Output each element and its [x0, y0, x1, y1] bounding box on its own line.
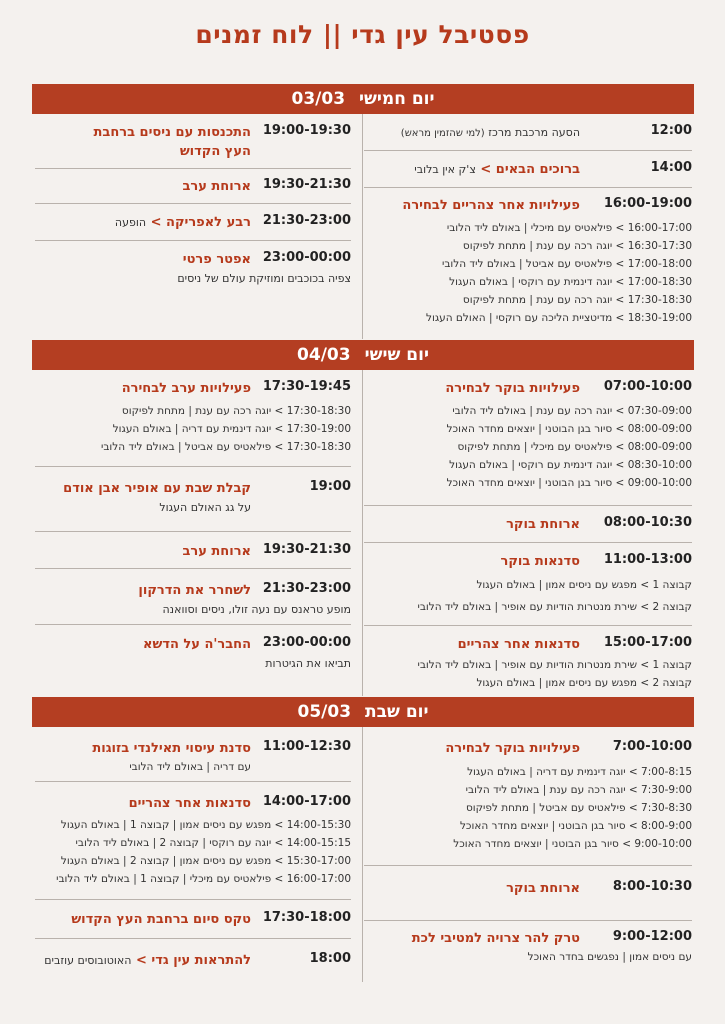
- activity-item: 18:30-19:00 > מדיטציית הליכה עם רוקסי | האולם העגול: [426, 312, 692, 324]
- event-title-plain: [401, 123, 580, 143]
- event-description: על גג האולם העגול: [159, 501, 251, 514]
- event-row: [35, 204, 351, 241]
- activity-list: [35, 398, 351, 456]
- day-date: 03/03: [291, 89, 346, 109]
- event-time: 14:00-17:00: [262, 794, 351, 809]
- event-row: [35, 532, 351, 569]
- activity-list: [364, 215, 692, 327]
- activity-item: 17:30-18:30 > פילאטיס עם אביטל | באולם ליד הלובי: [100, 441, 351, 453]
- page-title: פסטיבל עין גדי || לוח זמנים: [195, 20, 530, 49]
- activity-item: 7:30-9:00 > יוגה רכה עם ענת | באולם ליד הלובי: [465, 784, 692, 796]
- event-title: טקס סיום ברחבת העץ הקדוש: [71, 912, 251, 927]
- friday-left-column: [35, 370, 351, 696]
- event-row: [35, 467, 351, 532]
- thursday-right-column: [364, 114, 692, 339]
- column-divider: [362, 727, 363, 982]
- event-title: ברוכים הבאים >: [480, 162, 580, 177]
- event-row: [364, 921, 692, 981]
- event-title: אפטר פרטי: [182, 252, 251, 267]
- activity-item: 8:00-9:00 > סיור בגן הבוטני | יוצאים מחדר האוכל: [459, 820, 692, 832]
- activity-item: 17:30-18:30 > יוגה רכה עם ענת | מתחת לפיקוס: [121, 405, 351, 417]
- event-title: סדנאות אחר צהריים: [128, 796, 251, 811]
- event-title: סדנאות בוקר: [500, 554, 580, 569]
- event-row: [364, 543, 692, 626]
- activity-list: [364, 758, 692, 853]
- activity-item: 07:30-09:00 > יוגה רכה עם ענת | באולם ליד הלובי: [452, 405, 692, 417]
- column-divider: [362, 114, 363, 339]
- event-title: לשחרר את הדרקון: [138, 583, 251, 598]
- event-row: [35, 241, 351, 301]
- event-row: [35, 114, 351, 169]
- event-time: 12:00: [650, 123, 692, 138]
- event-row: [35, 939, 351, 981]
- activity-item: 9:00-10:00 > סיור בגן הבוטני | יוצאים מחדר האוכל: [453, 838, 692, 850]
- event-title: טרק להר צרויה למטיבי לכת: [411, 931, 580, 946]
- group-item: קבוצה 1 > שירת מנטרות הודיות עם אופיר | באולם ליד הלובי: [417, 659, 692, 671]
- event-time: 08:00-10:30: [603, 515, 692, 530]
- event-title: התכנסות עם ניסים ברחבת העץ הקדוש: [93, 125, 251, 159]
- event-time: 19:00: [309, 479, 351, 494]
- event-time: 19:30-21:30: [262, 177, 351, 192]
- event-time: 19:30-21:30: [262, 542, 351, 557]
- event-description: מופע טראנס עם נעה זולו, ניסים וסוואנה: [162, 603, 351, 616]
- event-note: (למי שהזמין מראש): [400, 128, 485, 139]
- event-time: 21:30-23:00: [262, 213, 351, 228]
- event-time: 17:30-18:00: [262, 910, 351, 925]
- day-name: יום חמישי: [359, 89, 435, 109]
- event-row: [35, 569, 351, 625]
- event-time: 07:00-10:00: [603, 379, 692, 394]
- event-note: צ'ק אין בלובי: [414, 163, 476, 176]
- activity-item: 16:00-17:00 > פילאטיס עם מיכלי | קבוצה 1 | באולם ליד הלובי: [56, 873, 351, 885]
- event-description: עם דריה | באולם ליד הלובי: [129, 761, 251, 773]
- event-time: 11:00-12:30: [262, 739, 351, 754]
- activity-item: 17:00-18:30 > יוגה דינמית עם רוקסי | באולם העגול: [449, 276, 692, 288]
- event-description: עם ניסים אמון | נפגשים בחדר האוכל: [527, 951, 692, 963]
- day-name: יום שבת: [365, 702, 429, 722]
- day-date: 04/03: [297, 345, 351, 365]
- event-row: [364, 114, 692, 151]
- day-date: 05/03: [297, 702, 352, 722]
- event-time: 16:00-19:00: [603, 196, 692, 211]
- event-row: [35, 782, 351, 900]
- activity-item: 15:30-17:00 > מפגש עם ניסים אמון | קבוצה 2 | באולם העגול: [60, 855, 351, 867]
- saturday-left-column: [35, 727, 351, 982]
- event-title: סדנת עיסוי תאילנדי בזוגות: [92, 741, 251, 756]
- event-title: פעילויות ערב לבחירה: [121, 381, 251, 396]
- event-title: סדנאות אחר צהריים: [457, 637, 580, 652]
- group-item: קבוצה 2 > שירת מנטרות הודיות עם אופיר | באולם ליד הלובי: [417, 601, 692, 613]
- event-time: 21:30-23:00: [262, 581, 351, 596]
- event-title: הסעה מרכבת מרכז: [488, 126, 580, 139]
- activity-item: 08:00-09:00 > סיור בגן הבוטני | יוצאים מחדר האוכל: [446, 423, 692, 435]
- event-title: ארוחת בוקר: [506, 517, 580, 532]
- activity-list: [35, 813, 351, 888]
- event-time: 23:00-00:00: [262, 250, 351, 265]
- day-header-friday: [32, 340, 694, 370]
- activity-item: 7:00-8:15 > יוגה דינמית עם דריה | באולם העגול: [467, 766, 692, 778]
- event-time: 15:00-17:00: [603, 635, 692, 650]
- event-row: [35, 169, 351, 204]
- event-time: 14:00: [650, 160, 692, 175]
- activity-item: 17:30-18:30 > יוגה רכה עם ענת | מתחת לפיקוס: [462, 294, 692, 306]
- event-description: תביאו את הגיטרות: [265, 657, 351, 670]
- group-list: [364, 571, 692, 618]
- event-row: [35, 900, 351, 939]
- event-row: [35, 727, 351, 782]
- event-time: 23:00-00:00: [262, 635, 351, 650]
- event-note: הופעה: [114, 216, 147, 229]
- day-header-saturday: [32, 697, 694, 727]
- event-row: [364, 370, 692, 506]
- event-row: [364, 506, 692, 543]
- event-time: 8:00-10:30: [612, 879, 692, 894]
- activity-item: 17:00-18:00 > פילאטיס עם אביטל | באולם ליד הלובי: [441, 258, 692, 270]
- event-row: [364, 727, 692, 866]
- event-time: 19:00-19:30: [262, 123, 351, 138]
- activity-item: 14:00-15:15 > יוגה עם רוקסי | קבוצה 2 | באולם ליד הלובי: [75, 837, 351, 849]
- saturday-right-column: [364, 727, 692, 982]
- thursday-left-column: [35, 114, 351, 339]
- event-row: [364, 866, 692, 921]
- activity-item: 08:30-10:00 > יוגה דינמית עם רוקסי | באולם העגול: [449, 459, 692, 471]
- event-row: [35, 370, 351, 467]
- event-title: פעילויות אחר צהריים לבחירה: [402, 198, 580, 213]
- group-list: [364, 654, 692, 692]
- column-divider: [362, 370, 363, 696]
- activity-item: 17:30-19:00 > יוגה דינמית עם דריה | באולם העגול: [112, 423, 351, 435]
- event-title: ארוחת בוקר: [506, 881, 580, 896]
- group-item: קבוצה 1 > מפגש עם ניסים אמון | באולם העגול: [476, 579, 692, 591]
- event-time: 17:30-19:45: [262, 379, 351, 394]
- event-time: 7:00-10:00: [612, 739, 692, 754]
- activity-item: 16:00-17:00 > פילאטיס עם מיכלי | באולם ליד הלובי: [446, 222, 692, 234]
- event-title: להתראות עין גדי >: [135, 953, 251, 968]
- event-title: ארוחת ערב: [182, 179, 251, 194]
- day-header-thursday: [32, 84, 694, 114]
- event-time: 18:00: [309, 951, 351, 966]
- activity-list: [364, 398, 692, 492]
- activity-item: 16:30-17:30 > יוגה רכה עם ענת | מתחת לפיקוס: [462, 240, 692, 252]
- event-note: האוטובוסים עוזבים: [44, 954, 132, 967]
- friday-right-column: [364, 370, 692, 696]
- event-time: 11:00-13:00: [603, 552, 692, 567]
- event-row: [364, 188, 692, 338]
- event-title: פעילויות בוקר לבחירה: [445, 381, 580, 396]
- activity-item: 7:30-8:30 > פילאטיס עם אביטל | מתחת לפיקוס: [465, 802, 692, 814]
- activity-item: 09:00-10:00 > סיור בגן הבוטני | יוצאים מחדר האוכל: [446, 477, 692, 489]
- group-item: קבוצה 2 > מפגש עם ניסים אמון | באולם העגול: [476, 677, 692, 689]
- event-row: [364, 151, 692, 188]
- event-title: רבע לאפריקה >: [150, 215, 251, 230]
- event-description: צפיה בכוכבים ומוזיקת עולם של ניסים: [177, 272, 351, 285]
- event-time: 9:00-12:00: [612, 929, 692, 944]
- activity-item: 14:00-15:30 > מפגש עם ניסים אמון | קבוצה 1 | באולם העגול: [60, 819, 351, 831]
- activity-item: 08:00-09:00 > פילאטיס עם מיכלי | מתחת לפיקוס: [457, 441, 692, 453]
- event-title: החבר'ה על הדשא: [143, 637, 251, 652]
- event-title: פעילויות בוקר לבחירה: [445, 741, 580, 756]
- event-title: קבלת שבת עם אופיר אבן אודם: [63, 481, 251, 496]
- event-title: ארוחת ערב: [182, 544, 251, 559]
- event-row: [35, 625, 351, 685]
- event-row: [364, 626, 692, 696]
- day-name: יום שישי: [364, 345, 429, 365]
